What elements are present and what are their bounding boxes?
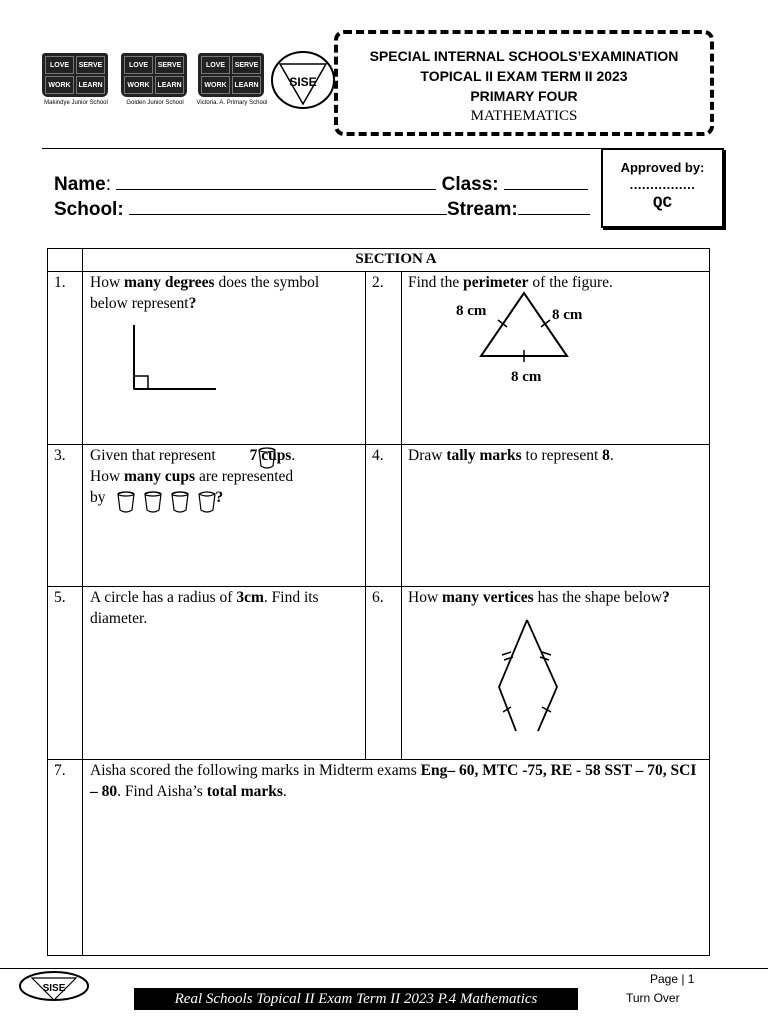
footer-banner: Real Schools Topical II Exam Term II 2023 P.4 Mathematics	[134, 988, 578, 1010]
sise-seal-logo	[270, 50, 336, 110]
question-number: 4.	[372, 447, 384, 464]
school-name: Golden Junior School	[126, 100, 184, 106]
triangle-side-label: 8 cm	[456, 303, 487, 319]
question-number: 2.	[372, 274, 384, 291]
turn-over-note: Turn Over	[626, 991, 680, 1005]
seal-text: SISE	[289, 75, 317, 89]
right-angle-symbol	[132, 325, 218, 391]
footer-divider	[0, 968, 768, 969]
equilateral-triangle-figure	[448, 293, 608, 389]
school-logo-book: LOVE SERVE WORK LEARN Golden Junior School	[121, 53, 187, 103]
name-label: Name	[54, 174, 106, 195]
class-label: Class:	[441, 174, 499, 195]
approval-box	[601, 148, 724, 228]
question-number: 3.	[54, 447, 66, 464]
school-field[interactable]	[129, 197, 447, 215]
question-6-text: How many vertices has the shape below?	[408, 589, 670, 606]
footer-seal-text: SISE	[42, 983, 66, 994]
question-number: 5.	[54, 589, 66, 606]
question-7-text: Aisha scored the following marks in Midterm exams Eng– 60, MTC -75, RE - 58 SST – 70, SCI – 80. Find Aisha’s total marks.	[90, 762, 697, 800]
school-name: Victoria. A. Primary School	[196, 100, 268, 106]
triangle-side-label: 8 cm	[511, 369, 542, 385]
exam-level: PRIMARY FOUR	[470, 88, 578, 104]
school-logo-book: LOVE SERVE WORK LEARN Makindye Junior School	[42, 53, 108, 103]
name-field[interactable]	[116, 172, 436, 190]
question-number: 1.	[54, 274, 66, 291]
class-field[interactable]	[504, 172, 588, 190]
approval-signature-line: ................	[629, 177, 696, 192]
question-5-text: A circle has a radius of 3cm. Find its diameter.	[90, 589, 319, 627]
section-title: SECTION A	[355, 251, 437, 267]
school-label: School:	[54, 199, 124, 220]
question-2-text: Find the perimeter of the figure.	[408, 274, 613, 291]
stream-label: Stream:	[446, 199, 518, 220]
question-table	[47, 248, 710, 956]
exam-subject: MATHEMATICS	[470, 108, 578, 124]
student-fields: Name: Class: School: Stream:	[54, 172, 590, 222]
school-name: Makindye Junior School	[44, 100, 108, 106]
question-number: 7.	[54, 762, 66, 779]
school-logo-book: LOVE SERVE WORK LEARN Victoria. A. Primary School	[198, 53, 264, 103]
triangle-side-label: 8 cm	[552, 307, 583, 323]
question-1-text: How many degrees does the symbol below represent?	[90, 274, 320, 312]
approved-by-label: Approved by:	[620, 160, 705, 175]
approval-code: QC	[652, 194, 673, 212]
question-3-text: Given that represent 7 cups. How many cups are represented by ?	[90, 447, 296, 506]
cup-icon	[257, 447, 277, 469]
question-4-text: Draw tally marks to represent 8.	[408, 447, 614, 464]
exam-term: TOPICAL II EXAM TERM II 2023	[420, 68, 628, 84]
rhombus-figure	[496, 619, 560, 735]
question-number: 6.	[372, 589, 384, 606]
exam-title: SPECIAL INTERNAL SCHOOLS’EXAMINATION	[369, 48, 679, 64]
school-logos	[42, 48, 342, 118]
exam-title-box	[334, 30, 714, 136]
footer-sise-logo	[18, 970, 90, 1002]
stream-field[interactable]	[518, 197, 590, 215]
cups-row-icon	[116, 491, 224, 513]
page-number: Page | 1	[650, 972, 695, 986]
